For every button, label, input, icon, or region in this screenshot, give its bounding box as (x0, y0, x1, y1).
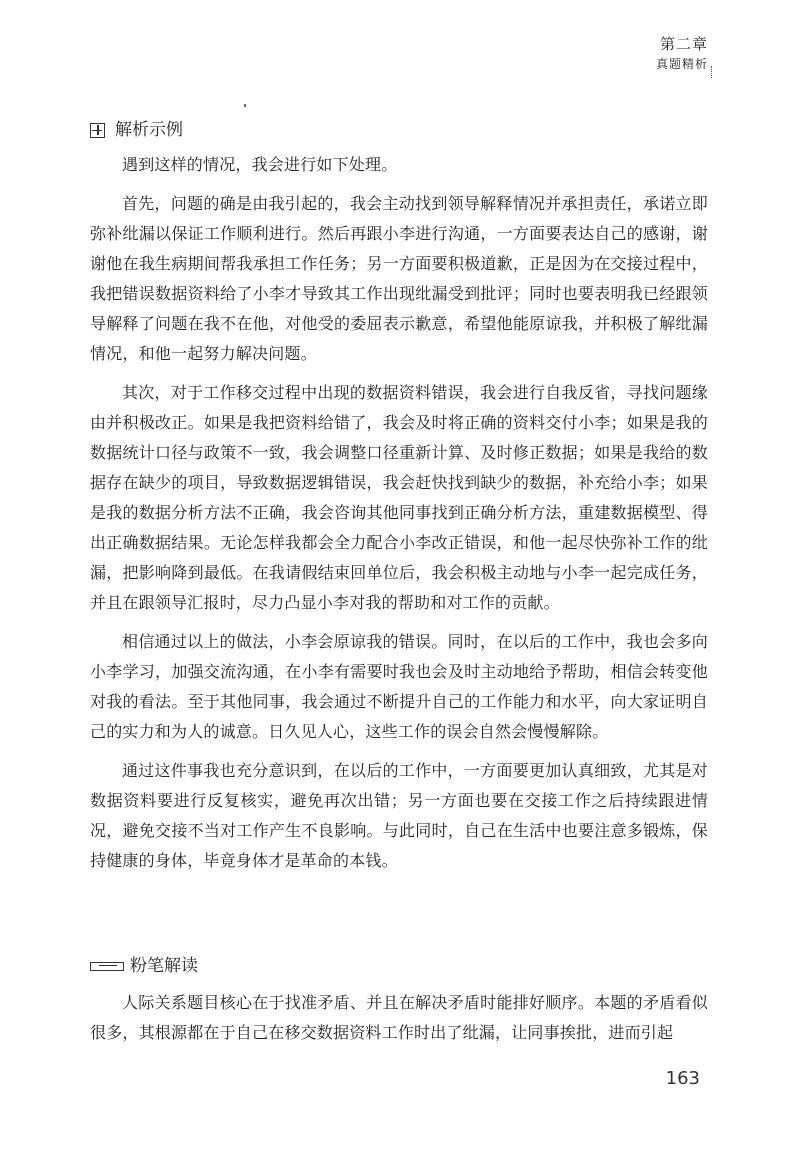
section-subtitle: 真题精析 (655, 57, 708, 71)
plus-box-icon (90, 123, 105, 138)
paragraph: 遇到这样的情况，我会进行如下处理。 (122, 155, 398, 174)
header-marker (711, 66, 714, 78)
running-header (656, 34, 708, 74)
chalk-heading-title: 粉笔解读 (130, 956, 198, 976)
print-speck (244, 104, 246, 107)
chapter-title: 第二章 (659, 35, 708, 53)
analysis-heading-title: 解析示例 (115, 120, 183, 140)
page-number: 163 (665, 1068, 700, 1089)
paragraph: 通过这件事我也充分意识到，在以后的工作中，一方面要更加认真细致，尤其是对数据资料要进行反复核实，避免再次出错；另一方面也要在交接工作之后持续跟进情况，避免交接不当对工作产生不良影响。与此同时，自己在生活中也要注意多锻炼，保持健康的身体，毕竟身体才是革命的本钱。 (90, 761, 708, 870)
chalk-heading (90, 954, 198, 978)
chalk-icon (90, 962, 124, 971)
paragraph: 相信通过以上的做法，小李会原谅我的错误。同时，在以后的工作中，我也会多向小李学习，加强交流沟通，在小李有需要时我也会及时主动地给予帮助，相信会转变他对我的看法。至于其他同事，我会通过不断提升自己的工作能力和水平，向大家证明自己的实力和为人的诚意。日久见人心，这些工作的误会自然会慢慢解除。 (90, 632, 708, 741)
analysis-heading (90, 118, 183, 142)
paragraph: 其次，对于工作移交过程中出现的数据资料错误，我会进行自我反省，寻找问题缘由并积极改正。如果是我把资料给错了，我会及时将正确的资料交付小李；如果是我的数据统计口径与政策不一致，我会调整口径重新计算、及时修正数据；如果是我给的数据存在缺少的项目，导致数据逻辑错误，我会赶快找到缺少的数据，补充给小李；如果是我的数据分析方法不正确，我会咨询其他同事找到正确分析方法，重建数据模型、得出正确数据结果。无论怎样我都会全力配合小李改正错误，和他一起尽快弥补工作的纰漏，把影响降到最低。在我请假结束回单位后，我会积极主动地与小李一起完成任务，并且在跟领导汇报时，尽力凸显小李对我的帮助和对工作的贡献。 (90, 383, 708, 612)
analysis-body (90, 150, 708, 876)
paragraph: 首先，问题的确是由我引起的，我会主动找到领导解释情况并承担责任，承诺立即弥补纰漏以保证工作顺利进行。然后再跟小李进行沟通，一方面要表达自己的感谢，谢谢他在我生病期间帮我承担工作任务；另一方面要积极道歉，正是因为在交接过程中，我把错误数据资料给了小李才导致其工作出现纰漏受到批评；同时也要表明我已经跟领导解释了问题在我不在他，对他受的委屈表示歉意，希望他能原谅我，并积极了解纰漏情况，和他一起努力解决问题。 (90, 194, 708, 363)
chalk-body (90, 988, 708, 1048)
paragraph: 人际关系题目核心在于找准矛盾、并且在解决矛盾时能排好顺序。本题的矛盾看似很多，其根源都在于自己在移交数据资料工作时出了纰漏，让同事挨批，进而引起 (90, 993, 708, 1042)
